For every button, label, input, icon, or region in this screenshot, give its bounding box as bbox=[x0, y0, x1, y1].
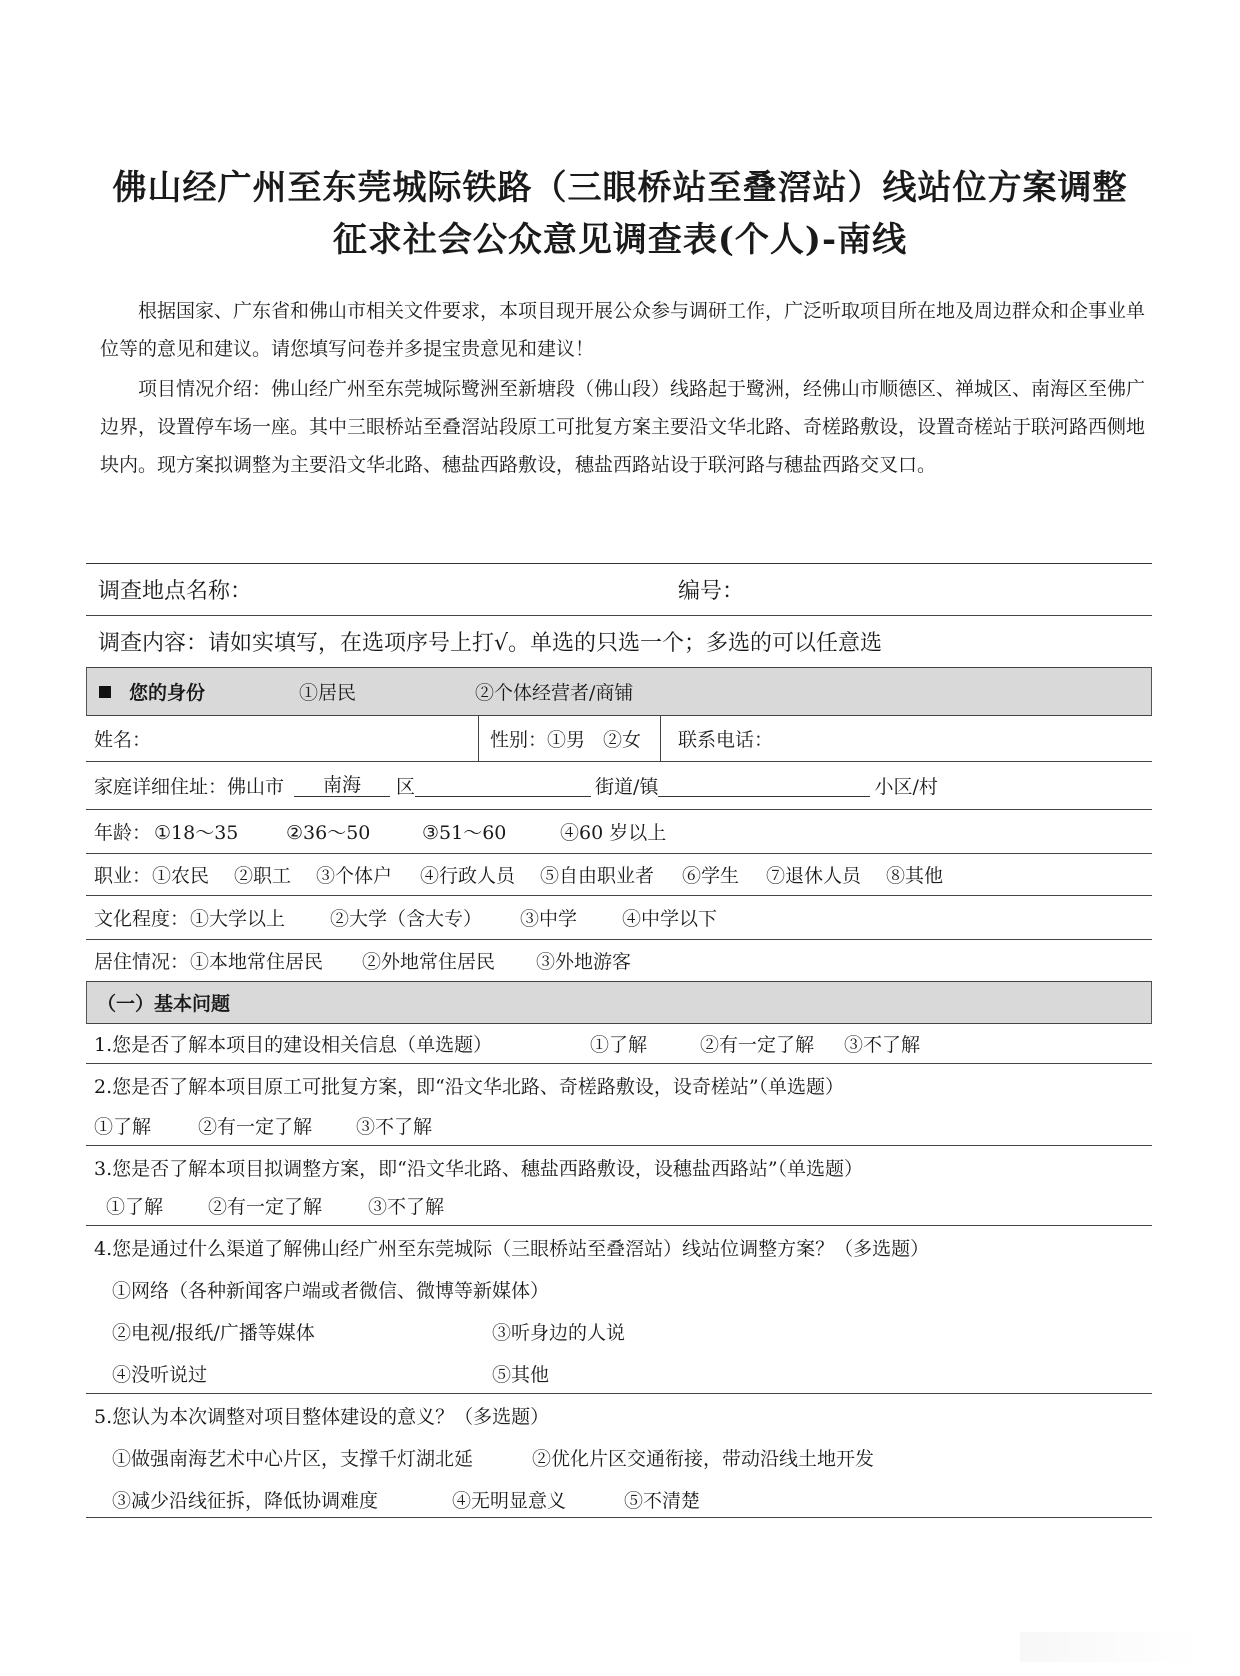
identity-option-merchant[interactable]: ②个体经营者/商铺 bbox=[475, 682, 634, 704]
q4-option[interactable]: ②电视/报纸/广播等媒体 bbox=[112, 1322, 315, 1344]
education-option[interactable]: ①大学以上 bbox=[190, 908, 286, 930]
q3-option[interactable]: ②有一定了解 bbox=[208, 1196, 323, 1218]
age-label: 年龄： bbox=[94, 822, 152, 844]
question-4-text: 4.您是通过什么渠道了解佛山经广州至东莞城际（三眼桥站至叠滘站）线站位调整方案？（多选题） bbox=[94, 1238, 930, 1260]
q1-option[interactable]: ②有一定了解 bbox=[700, 1034, 815, 1056]
q2-option[interactable]: ③不了解 bbox=[356, 1116, 433, 1138]
q5-option[interactable]: ③减少沿线征拆，降低协调难度 bbox=[112, 1490, 379, 1512]
instructions-text: 调查内容：请如实填写，在选项序号上打√。单选的只选一个；多选的可以任意选 bbox=[98, 631, 883, 656]
street-field[interactable] bbox=[415, 774, 591, 797]
street-label: 街道/镇 bbox=[595, 776, 659, 798]
community-field[interactable] bbox=[658, 774, 870, 797]
number-label: 编号： bbox=[678, 579, 745, 604]
occupation-row bbox=[86, 854, 1152, 896]
section-header-basic bbox=[86, 982, 1152, 1024]
education-option[interactable]: ④中学以下 bbox=[622, 908, 718, 930]
q2-option[interactable]: ①了解 bbox=[94, 1116, 152, 1138]
address-label: 家庭详细住址： bbox=[94, 776, 228, 798]
question-4 bbox=[86, 1226, 1152, 1394]
age-row bbox=[86, 810, 1152, 854]
scan-artifact bbox=[1020, 1632, 1200, 1662]
occupation-option[interactable]: ③个体户 bbox=[316, 865, 393, 887]
occupation-option[interactable]: ①农民 bbox=[152, 865, 210, 887]
identity-option-resident[interactable]: ①居民 bbox=[299, 682, 357, 704]
q4-option[interactable]: ⑤其他 bbox=[492, 1364, 550, 1386]
district-label: 区 bbox=[396, 776, 416, 798]
q4-option[interactable]: ③听身边的人说 bbox=[492, 1322, 626, 1344]
gender-option-male[interactable]: ①男 bbox=[547, 729, 586, 751]
divider bbox=[660, 716, 661, 761]
question-1 bbox=[86, 1024, 1152, 1064]
q4-option[interactable]: ④没听说过 bbox=[112, 1364, 208, 1386]
occupation-option[interactable]: ⑧其他 bbox=[886, 865, 944, 887]
district-field[interactable]: 南海 bbox=[294, 774, 390, 797]
phone-label: 联系电话： bbox=[678, 729, 774, 751]
occupation-label: 职业： bbox=[94, 865, 152, 887]
community-label: 小区/村 bbox=[874, 776, 938, 798]
occupation-option[interactable]: ④行政人员 bbox=[420, 865, 516, 887]
name-label: 姓名： bbox=[94, 729, 152, 751]
gender-option-female[interactable]: ②女 bbox=[603, 729, 642, 751]
q3-option[interactable]: ①了解 bbox=[106, 1196, 164, 1218]
age-option[interactable]: ④60 岁以上 bbox=[560, 822, 667, 844]
occupation-option[interactable]: ⑦退休人员 bbox=[766, 865, 862, 887]
residence-option[interactable]: ③外地游客 bbox=[536, 951, 632, 973]
q5-option[interactable]: ②优化片区交通衔接，带动沿线土地开发 bbox=[532, 1448, 875, 1470]
residence-option[interactable]: ①本地常住居民 bbox=[190, 951, 324, 973]
question-5-text: 5.您认为本次调整对项目整体建设的意义？（多选题） bbox=[94, 1406, 550, 1428]
instructions-row bbox=[86, 616, 1152, 668]
q3-option[interactable]: ③不了解 bbox=[368, 1196, 445, 1218]
question-3 bbox=[86, 1146, 1152, 1226]
residence-row bbox=[86, 940, 1152, 982]
occupation-option[interactable]: ⑥学生 bbox=[682, 865, 740, 887]
identity-label: 您的身份 bbox=[129, 682, 206, 704]
identity-row bbox=[86, 668, 1152, 716]
residence-label: 居住情况： bbox=[94, 951, 190, 973]
location-row bbox=[86, 564, 1152, 616]
age-option[interactable]: ②36～50 bbox=[286, 822, 371, 844]
q5-option[interactable]: ④无明显意义 bbox=[452, 1490, 567, 1512]
q4-option[interactable]: ①网络（各种新闻客户端或者微信、微博等新媒体） bbox=[112, 1280, 550, 1302]
address-city: 佛山市 bbox=[227, 776, 285, 798]
q1-option[interactable]: ③不了解 bbox=[844, 1034, 921, 1056]
question-3-text: 3.您是否了解本项目拟调整方案，即“沿文华北路、穗盐西路敷设，设穗盐西路站”（单选题） bbox=[94, 1158, 864, 1180]
section-title: （一）基本问题 bbox=[97, 993, 231, 1015]
age-option[interactable]: ③51～60 bbox=[422, 822, 507, 844]
intro-paragraph-2: 项目情况介绍：佛山经广州至东莞城际鹭洲至新塘段（佛山段）线路起于鹭洲，经佛山市顺德区、禅城区、南海区至佛广边界，设置停车场一座。其中三眼桥站至叠滘站段原工可批复方案主要沿文华北路、奇槎路敷设，设置奇槎站于联河路西侧地块内。现方案拟调整为主要沿文华北路、穗盐西路敷设，穗盐西路站设于联河路与穗盐西路交叉口。 bbox=[100, 378, 1146, 476]
q5-option[interactable]: ①做强南海艺术中心片区，支撑千灯湖北延 bbox=[112, 1448, 474, 1470]
location-label: 调查地点名称： bbox=[98, 579, 253, 604]
q5-option[interactable]: ⑤不清楚 bbox=[624, 1490, 701, 1512]
education-label: 文化程度： bbox=[94, 908, 190, 930]
occupation-option[interactable]: ②职工 bbox=[234, 865, 292, 887]
age-option[interactable]: ①18～35 bbox=[154, 822, 239, 844]
gender-label: 性别： bbox=[490, 729, 548, 751]
square-bullet-icon bbox=[99, 686, 111, 698]
q2-option[interactable]: ②有一定了解 bbox=[198, 1116, 313, 1138]
residence-option[interactable]: ②外地常住居民 bbox=[362, 951, 496, 973]
survey-form bbox=[86, 563, 1152, 1518]
address-row bbox=[86, 762, 1152, 810]
occupation-option[interactable]: ⑤自由职业者 bbox=[540, 865, 655, 887]
education-option[interactable]: ②大学（含大专） bbox=[330, 908, 483, 930]
q1-option[interactable]: ①了解 bbox=[590, 1034, 648, 1056]
title-line-2: 征求社会公众意见调查表(个人)-南线 bbox=[332, 220, 908, 260]
title-line-1: 佛山经广州至东莞城际铁路（三眼桥站至叠滘站）线站位方案调整 bbox=[112, 168, 1128, 208]
question-2-text: 2.您是否了解本项目原工可批复方案，即“沿文华北路、奇槎路敷设，设奇槎站”（单选题） bbox=[94, 1076, 845, 1098]
personal-info-row bbox=[86, 716, 1152, 762]
education-row bbox=[86, 896, 1152, 940]
education-option[interactable]: ③中学 bbox=[520, 908, 578, 930]
question-1-text: 1.您是否了解本项目的建设相关信息（单选题） bbox=[94, 1034, 493, 1056]
question-2 bbox=[86, 1064, 1152, 1146]
intro-paragraph-1: 根据国家、广东省和佛山市相关文件要求，本项目现开展公众参与调研工作，广泛听取项目所在地及周边群众和企事业单位等的意见和建议。请您填写问卷并多提宝贵意见和建议！ bbox=[100, 300, 1146, 360]
question-5 bbox=[86, 1394, 1152, 1518]
divider bbox=[478, 716, 479, 761]
